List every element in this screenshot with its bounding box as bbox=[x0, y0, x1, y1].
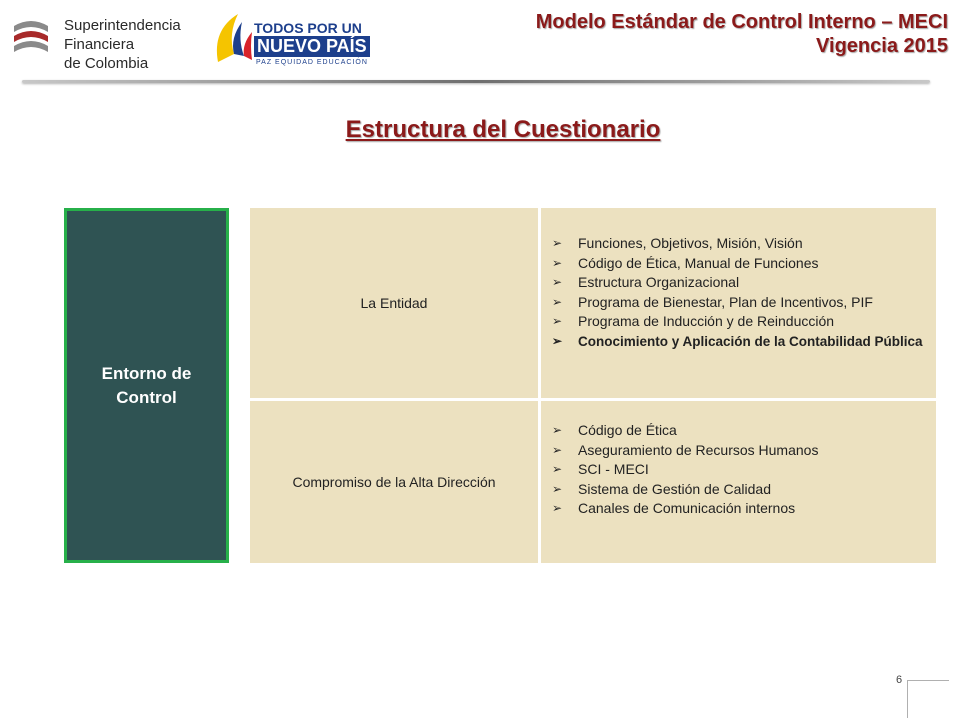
tpun-logo-tagline: PAZ EQUIDAD EDUCACIÓN bbox=[256, 59, 368, 66]
list-item-text: Aseguramiento de Recursos Humanos bbox=[578, 441, 819, 458]
list-item bbox=[550, 293, 930, 313]
todos-por-un-nuevo-pais-logo bbox=[212, 10, 368, 72]
arrow-bullet-icon: ➢ bbox=[552, 442, 563, 457]
row-items-cell bbox=[550, 421, 930, 519]
category-box bbox=[64, 208, 229, 563]
page-title: Estructura del Cuestionario bbox=[345, 116, 661, 143]
list-item bbox=[550, 421, 930, 441]
questionnaire-table bbox=[250, 208, 936, 563]
row-label-cell bbox=[250, 208, 541, 398]
category-label: Entorno de Control bbox=[101, 363, 192, 407]
list-item-text: SCI - MECI bbox=[578, 461, 649, 477]
tpun-logo-line: NUEVO PAÍS bbox=[254, 36, 370, 57]
list-item-text: Sistema de Gestión de Calidad bbox=[578, 480, 771, 497]
sfc-logo-line: Superintendencia bbox=[64, 17, 181, 34]
page-number: 6 bbox=[896, 674, 903, 686]
arrow-bullet-icon: ➢ bbox=[552, 462, 563, 476]
list-item bbox=[550, 254, 930, 274]
list-item-text: Código de Ética bbox=[578, 422, 677, 438]
arrow-bullet-icon: ➢ bbox=[552, 333, 563, 348]
arrow-bullet-icon: ➢ bbox=[552, 314, 563, 328]
arrow-bullet-icon: ➢ bbox=[552, 294, 563, 309]
header-title-line1: Modelo Estándar de Control Interno – MECI bbox=[535, 11, 948, 33]
header-divider bbox=[22, 80, 930, 83]
arrow-bullet-icon: ➢ bbox=[552, 255, 563, 270]
arrow-bullet-icon: ➢ bbox=[552, 481, 563, 496]
list-item bbox=[550, 312, 930, 332]
table-row bbox=[250, 401, 936, 563]
sfc-logo-text bbox=[64, 16, 181, 73]
corner-line bbox=[907, 680, 908, 718]
sfc-emblem-icon bbox=[6, 16, 56, 62]
header-title bbox=[536, 10, 948, 58]
list-item-text: Programa de Bienestar, Plan de Incentivos, PIF bbox=[578, 293, 873, 310]
list-item bbox=[550, 480, 930, 500]
list-item-text: Conocimiento y Aplicación de la Contabilidad Pública bbox=[578, 333, 923, 349]
table-row bbox=[250, 208, 936, 401]
arrow-bullet-icon: ➢ bbox=[552, 236, 563, 250]
row-label: Compromiso de la Alta Dirección bbox=[292, 474, 496, 490]
tpun-logo-line: TODOS POR UN bbox=[254, 20, 362, 36]
sfc-logo bbox=[6, 10, 181, 72]
row-items-cell bbox=[550, 234, 930, 351]
list-item-text: Programa de Inducción y de Reinducción bbox=[578, 313, 835, 329]
list-item bbox=[550, 234, 930, 254]
row-label: La Entidad bbox=[360, 295, 428, 311]
arrow-bullet-icon: ➢ bbox=[552, 275, 563, 289]
sfc-logo-line: Financiera bbox=[64, 36, 135, 53]
corner-line bbox=[907, 680, 949, 681]
list-item bbox=[550, 273, 930, 293]
list-item-text: Funciones, Objetivos, Misión, Visión bbox=[578, 235, 803, 251]
list-item-text: Estructura Organizacional bbox=[578, 274, 740, 290]
arrow-bullet-icon: ➢ bbox=[552, 423, 563, 437]
list-item-text: Código de Ética, Manual de Funciones bbox=[578, 254, 819, 271]
row-label-cell bbox=[250, 401, 541, 563]
list-item bbox=[550, 332, 930, 352]
sfc-logo-line: de Colombia bbox=[64, 55, 149, 72]
list-item bbox=[550, 460, 930, 480]
list-item bbox=[550, 441, 930, 461]
header-title-line2: Vigencia 2015 bbox=[816, 35, 948, 57]
list-item bbox=[550, 499, 930, 519]
arrow-bullet-icon: ➢ bbox=[552, 501, 563, 515]
list-item-text: Canales de Comunicación internos bbox=[578, 500, 796, 516]
colombia-flag-swoosh-icon bbox=[212, 10, 254, 70]
